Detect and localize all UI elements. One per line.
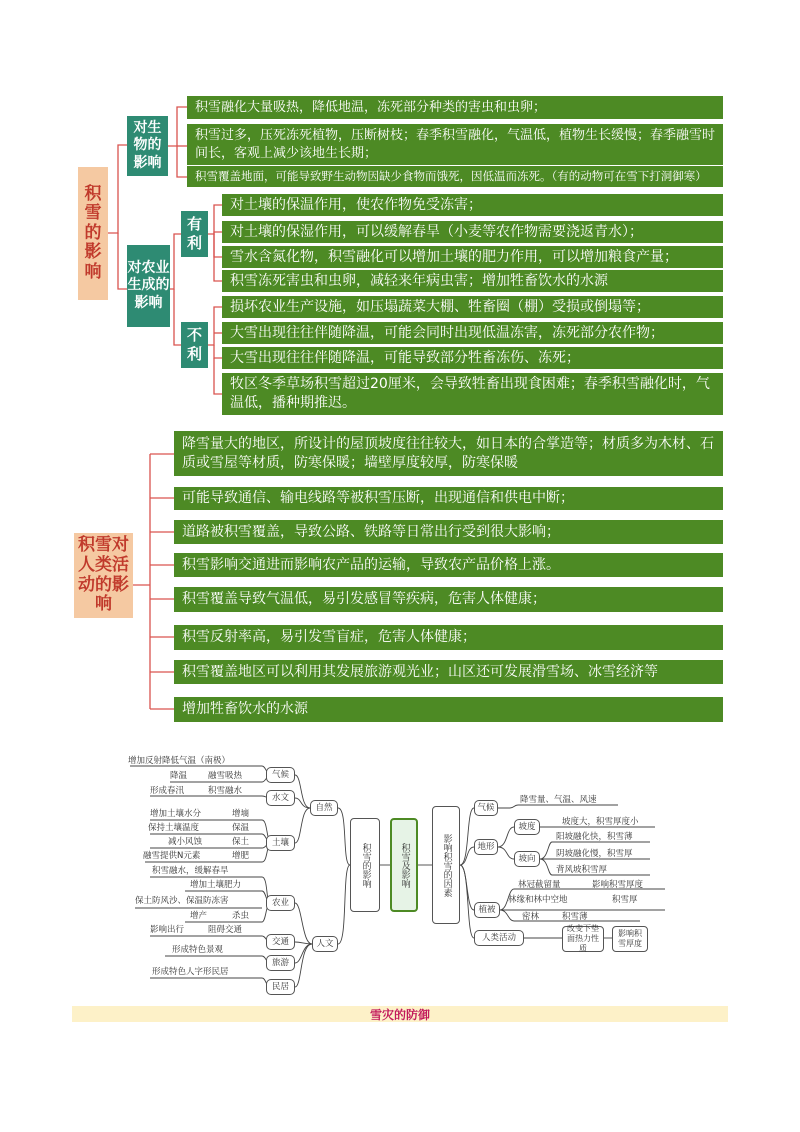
node-right-root: 影响积雪的因素 [432, 806, 460, 924]
veg-leaf-dense-effect: 积雪薄 [562, 912, 588, 922]
leaf-spring-flood: 形成春汛 [150, 786, 185, 796]
node-human: 人文 [312, 936, 338, 952]
bio-item-1: 积雪融化大量吸热，降低地温，冻死部分种类的害虫和虫卵； [187, 96, 723, 119]
factor-slope: 坡度 [514, 819, 540, 835]
leaf-landscape: 形成特色景观 [172, 945, 224, 955]
section-title-snow-disaster-defense: 雪灾的防御 [72, 1006, 728, 1022]
human-item-3: 道路被积雪覆盖，导致公路、铁路等日常出行受到很大影响； [174, 520, 723, 544]
label-favorable: 有利 [181, 211, 208, 257]
good-item-1: 对土壤的保温作用，使农作物免受冻害； [222, 194, 723, 216]
leaf-yield: 增产 [190, 911, 208, 921]
leaf-wind-frost: 保土防风沙、保温防冻害 [135, 896, 229, 906]
leaf-cooling: 降温 [170, 771, 188, 781]
node-nature: 自然 [310, 800, 338, 816]
leaf-melt-absorb: 融雪吸热 [208, 771, 243, 781]
leaf-meltwater: 积雪融水 [208, 786, 243, 796]
leaf-wind-erosion: 减小风蚀 [168, 837, 203, 847]
root-snow-impact: 积雪的影响 [78, 167, 108, 300]
human-item-7: 积雪覆盖地区可以利用其发展旅游观光业；山区还可发展滑雪场、冰雪经济等 [174, 660, 723, 684]
leaf-a-frame-house: 形成特色人字形民居 [152, 967, 229, 977]
bad-item-2: 大雪出现往往伴随降温，可能会同时出现低温冻害，冻死部分农作物； [222, 322, 723, 344]
factor-aspect-leaf-1: 阳坡融化快，积雪薄 [556, 832, 633, 842]
leaf-travel: 影响出行 [150, 925, 185, 935]
node-dwelling: 民居 [266, 979, 295, 995]
bio-item-2: 积雪过多，压死冻死植物，压断树枝；春季积雪融化，气温低，植物生长缓慢；春季融雪时间长，客观上减少该地生长期； [187, 124, 723, 165]
label-unfavorable: 不利 [181, 322, 208, 368]
leaf-keep-warm: 保温 [232, 823, 250, 833]
good-item-3: 雪水含氮化物，积雪融化可以增加土壤的肥力作用，可以增加粮食产量； [222, 246, 723, 268]
leaf-reflect-cool: 增加反射降低气温（南极） [128, 756, 231, 766]
leaf-soil-water: 增加土壤水分 [150, 809, 202, 819]
leaf-protect-soil: 保土 [232, 837, 250, 847]
node-left-root: 积雪的影响 [350, 818, 380, 912]
factor-aspect: 坡向 [514, 851, 540, 867]
node-tourism: 旅游 [266, 955, 295, 971]
factor-slope-leaf: 坡度大，积雪厚度小 [562, 817, 639, 827]
veg-leaf-canopy: 林冠截留量 [518, 880, 561, 890]
bad-item-4: 牧区冬季草场积雪超过20厘米，会导致牲畜出现食困难；春季积雪融化时，气温低，播种期推迟。 [222, 373, 723, 415]
bad-item-3: 大雪出现往往伴随降温，可能导致部分牲畜冻伤、冻死； [222, 347, 723, 369]
node-agri: 农业 [266, 895, 295, 911]
human-leaf-effect: 影响积雪厚度 [612, 926, 648, 952]
factor-terrain: 地形 [474, 839, 498, 855]
human-item-5: 积雪覆盖导致气温低，易引发感冒等疾病，危害人体健康； [174, 587, 723, 612]
factor-climate: 气候 [474, 800, 498, 816]
good-item-4: 积雪冻死害虫和虫卵，减轻来年病虫害；增加牲畜饮水的水源 [222, 270, 723, 292]
leaf-moisture: 增墒 [232, 809, 250, 819]
node-center: 积雪及影响 [390, 818, 418, 912]
branch-bio-impact: 对生物的影响 [127, 116, 168, 176]
factor-vegetation: 植被 [474, 902, 500, 918]
root-human-activity: 积雪对人类活动的影响 [74, 533, 133, 618]
branch-agri-impact: 对农业生成的影响 [127, 245, 170, 327]
human-item-6: 积雪反射率高，易引发雪盲症，危害人体健康； [174, 625, 723, 650]
node-hydro: 水文 [266, 790, 295, 806]
leaf-spring-drought: 积雪融水，缓解春旱 [152, 866, 229, 876]
bad-item-1: 损坏农业生产设施，如压塌蔬菜大棚、牲畜圈（棚）受损或倒塌等； [222, 296, 723, 318]
leaf-soil-temp: 保持土壤温度 [148, 823, 200, 833]
leaf-fertility: 增肥 [232, 851, 250, 861]
veg-leaf-clearing: 林缘和林中空地 [508, 895, 568, 905]
good-item-2: 对土壤的保湿作用，可以缓解春旱（小麦等农作物需要浇返青水）； [222, 221, 723, 243]
factor-aspect-leaf-2: 阴坡融化慢，积雪厚 [556, 849, 633, 859]
factor-human-activity: 人类活动 [474, 930, 524, 946]
human-item-1: 降雪量大的地区，所设计的屋顶坡度往往较大，如日本的合掌造等；材质多为木材、石质或雪屋等材质，防寒保暖；墙壁厚度较厚，防寒保暖 [174, 431, 723, 476]
human-item-2: 可能导致通信、输电线路等被积雪压断，出现通信和供电中断； [174, 487, 723, 510]
node-traffic: 交通 [266, 934, 295, 950]
leaf-block-traffic: 阻碍交通 [208, 925, 243, 935]
factor-aspect-leaf-3: 背风坡积雪厚 [556, 865, 608, 875]
human-leaf-surface: 改变下垫面热力性质 [562, 926, 604, 952]
node-climate: 气候 [266, 767, 295, 783]
human-item-4: 积雪影响交通进而影响农产品的运输，导致农产品价格上涨。 [174, 553, 723, 577]
node-soil: 土壤 [266, 835, 295, 851]
veg-leaf-clearing-effect: 积雪厚 [612, 895, 638, 905]
leaf-nitrogen: 融雪提供N元素 [143, 851, 201, 861]
veg-leaf-canopy-effect: 影响积雪厚度 [592, 880, 644, 890]
factor-climate-leaf: 降雪量、气温、风速 [520, 795, 597, 805]
leaf-soil-fertility: 增加土壤肥力 [190, 880, 242, 890]
veg-leaf-dense: 密林 [522, 912, 540, 922]
human-item-8: 增加牲畜饮水的水源 [174, 697, 723, 722]
bio-item-3: 积雪覆盖地面，可能导致野生动物因缺少食物而饿死，因低温而冻死。（有的动物可在雪下打洞御寒） [187, 166, 723, 187]
leaf-kill-pests: 杀虫 [232, 911, 250, 921]
